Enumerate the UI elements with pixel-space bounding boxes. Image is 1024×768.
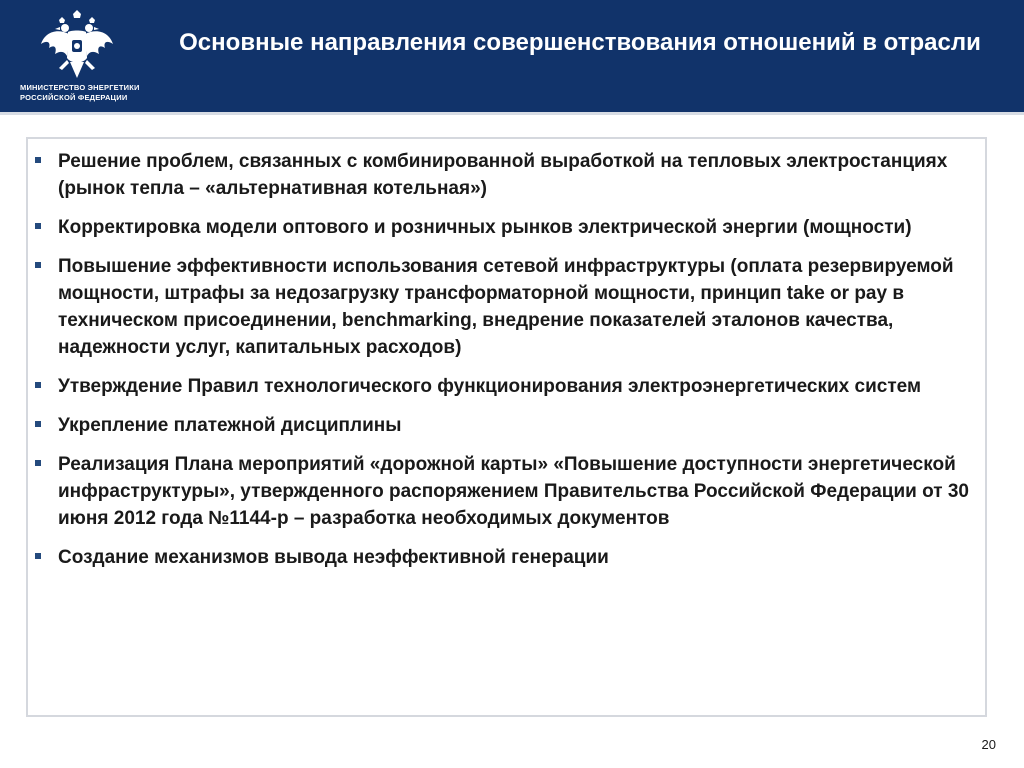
square-bullet-icon	[35, 262, 41, 268]
ministry-logo	[20, 8, 140, 104]
bullet-item	[30, 373, 970, 400]
bullet-list	[30, 148, 970, 583]
square-bullet-icon	[35, 460, 41, 466]
bullet-item	[30, 253, 970, 361]
bullet-text: Утверждение Правил технологического функционирования электроэнергетических систем	[58, 376, 922, 397]
bullet-text: Укрепление платежной дисциплины	[58, 415, 402, 436]
header-divider	[0, 112, 1024, 115]
header-bar	[0, 0, 1024, 112]
bullet-item	[30, 451, 970, 532]
ministry-name-line2: РОССИЙСКОЙ ФЕДЕРАЦИИ	[20, 93, 128, 102]
page-number: 20	[981, 737, 996, 752]
square-bullet-icon	[35, 553, 41, 559]
double-headed-eagle-emblem-icon	[37, 10, 117, 82]
ministry-name	[20, 83, 150, 103]
bullet-item	[30, 544, 970, 571]
square-bullet-icon	[35, 157, 41, 163]
bullet-text: Реализация Плана мероприятий «дорожной карты» «Повышение доступности энергетической инфраструктуры», утвержденного распоряжением Правительства Российской Федерации от 30 июня 2012 года №1144-р – разработка необходимых документов	[58, 454, 969, 529]
bullet-text: Решение проблем, связанных с комбинированной выработкой на тепловых электростанциях (рынок тепла – «альтернативная котельная»)	[58, 151, 948, 199]
square-bullet-icon	[35, 421, 41, 427]
square-bullet-icon	[35, 382, 41, 388]
square-bullet-icon	[35, 223, 41, 229]
slide-title: Основные направления совершенствования отношений в отрасли	[179, 29, 981, 56]
bullet-item	[30, 214, 970, 241]
bullet-item	[30, 412, 970, 439]
ministry-name-line1: МИНИСТЕРСТВО ЭНЕРГЕТИКИ	[20, 83, 140, 92]
bullet-item	[30, 148, 970, 202]
bullet-text: Повышение эффективности использования сетевой инфраструктуры (оплата резервируемой мощности, штрафы за недозагрузку трансформаторной мощности, принцип take or pay в техническом присоединении, benchmarking, внедрение показателей эталонов качества, надежности услуг, капитальных расходов)	[58, 256, 954, 358]
bullet-text: Создание механизмов вывода неэффективной генерации	[58, 547, 609, 568]
bullet-text: Корректировка модели оптового и розничных рынков электрической энергии (мощности)	[58, 217, 912, 238]
